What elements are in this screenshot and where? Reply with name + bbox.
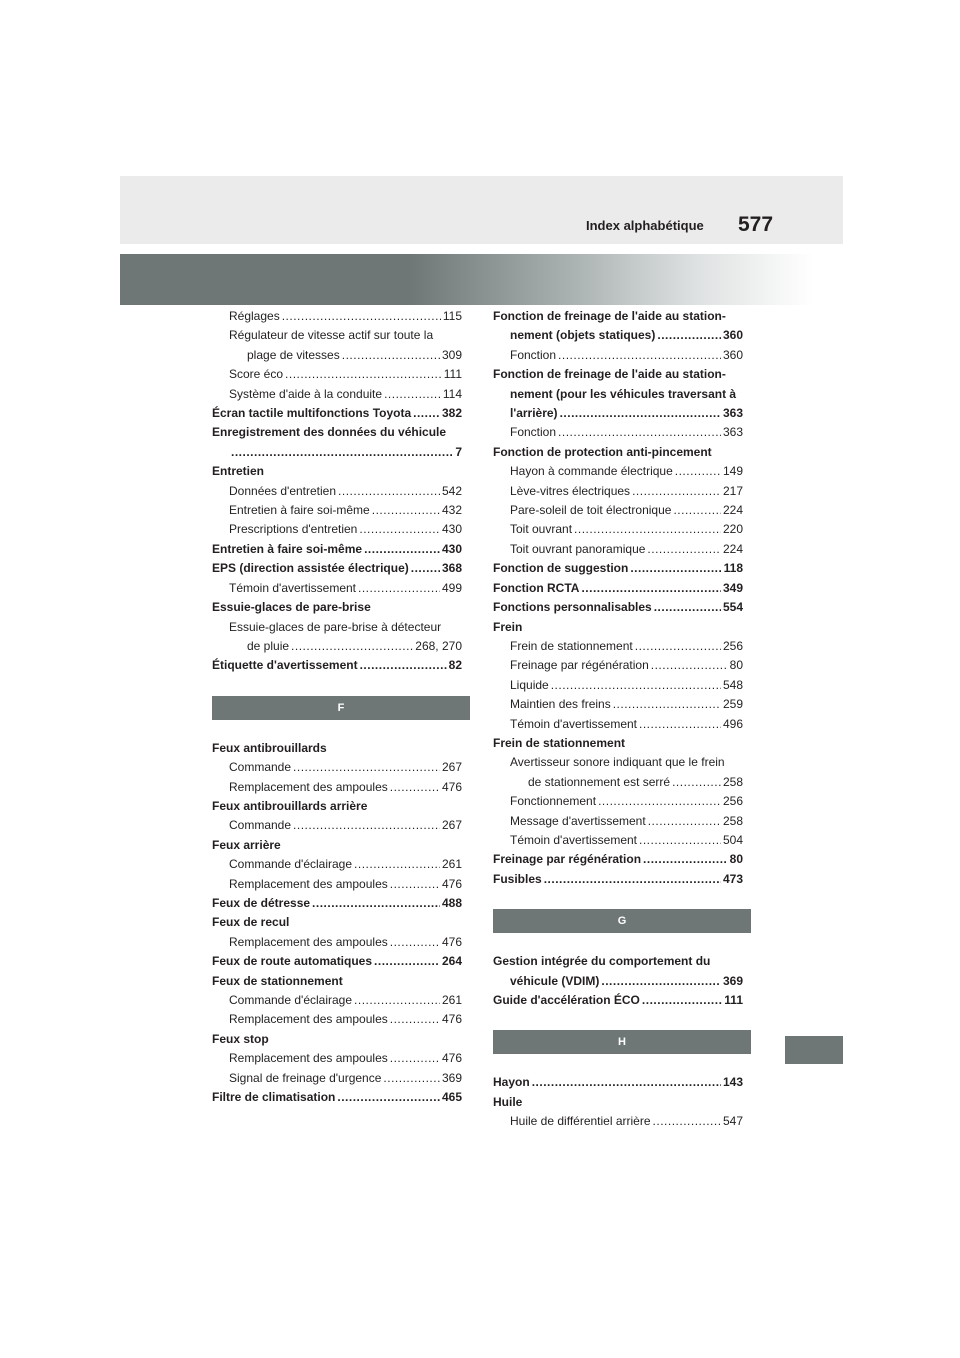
index-entry-text: Feux de détresse	[212, 895, 311, 910]
letter-section-header: G	[493, 909, 751, 933]
index-entry-text: Fonction de protection anti-pincement	[493, 444, 712, 459]
dot-leader	[231, 443, 453, 462]
index-entry-text: Gestion intégrée du comportement du	[493, 954, 711, 969]
index-entry	[212, 913, 462, 932]
index-page-ref: 476	[441, 1012, 462, 1027]
index-page-ref: 80	[729, 658, 743, 673]
dot-leader	[359, 520, 440, 539]
index-column-right	[493, 307, 743, 1132]
index-subentry	[212, 385, 462, 404]
dot-leader	[642, 991, 722, 1010]
index-page-ref: 261	[441, 993, 462, 1007]
index-entry	[212, 462, 462, 481]
index-entry	[212, 836, 462, 855]
index-entry	[493, 850, 743, 869]
index-page-ref: 115	[442, 309, 462, 323]
index-entry-text: Hayon	[493, 1075, 530, 1090]
index-entry-text: plage de vitesses	[247, 347, 340, 362]
index-entry-text: Étiquette d'avertissement	[212, 658, 358, 673]
index-subentry	[212, 618, 462, 637]
index-page-ref: 82	[448, 658, 462, 673]
header-band	[120, 176, 843, 244]
index-page-ref: 360	[722, 328, 743, 343]
index-entry-text: Remplacement des ampoules	[229, 934, 388, 949]
index-entry	[493, 404, 743, 423]
index-entry-text: Feux arrière	[212, 837, 281, 852]
index-entry-text: Freinage par régénération	[510, 658, 649, 673]
index-subentry	[493, 812, 743, 831]
index-page-ref: 542	[441, 483, 462, 498]
index-subentry	[212, 991, 462, 1010]
index-entry	[212, 1030, 462, 1049]
index-subentry	[212, 365, 462, 384]
index-entry-text: de pluie	[247, 638, 290, 653]
index-entry-text: Avertisseur sonore indiquant que le frein	[510, 755, 725, 770]
index-entry-text: Témoin d'avertissement	[510, 716, 638, 731]
index-entry	[212, 952, 462, 971]
index-page-ref: 547	[722, 1114, 743, 1129]
index-page-ref: 504	[722, 832, 743, 847]
index-subentry	[212, 758, 462, 777]
dot-leader	[337, 1088, 440, 1107]
index-entry-text: Entretien à faire soi-même	[229, 503, 370, 518]
index-page-ref: 217	[722, 483, 743, 498]
index-entry-text: Feux de route automatiques	[212, 954, 373, 969]
index-page-ref: 496	[722, 716, 743, 731]
index-entry	[493, 972, 743, 991]
index-entry-text: Fonctionnement	[510, 794, 597, 809]
index-subentry	[493, 773, 743, 792]
index-subentry	[212, 637, 462, 656]
index-entry	[493, 579, 743, 598]
index-page-ref: 473	[722, 871, 743, 886]
dot-leader	[293, 816, 440, 835]
section-title: Index alphabétique	[586, 218, 704, 233]
index-page-ref: 430	[441, 541, 462, 556]
index-entry-text: Fonctions personnalisables	[493, 600, 652, 615]
index-subentry	[493, 676, 743, 695]
index-entry	[212, 656, 462, 675]
index-entry	[212, 598, 462, 617]
index-page-ref: 554	[722, 600, 743, 615]
index-page-ref: 261	[441, 857, 462, 872]
index-page-ref: 224	[722, 503, 743, 518]
dot-leader	[390, 778, 440, 797]
index-subentry	[212, 816, 462, 835]
index-entry-text: Essuie-glaces de pare-brise	[212, 600, 371, 615]
dot-leader	[338, 482, 440, 501]
index-subentry	[212, 1069, 462, 1088]
dot-leader	[293, 758, 440, 777]
index-entry	[493, 991, 743, 1010]
index-page-ref: 382	[441, 406, 462, 421]
index-entry-text: Pare-soleil de toit électronique	[510, 503, 672, 518]
dot-leader	[574, 520, 721, 539]
index-page-ref: 360	[722, 347, 743, 362]
index-subentry	[212, 326, 462, 345]
index-entry	[493, 326, 743, 345]
dot-leader	[413, 404, 440, 423]
dot-leader	[558, 346, 721, 365]
index-entry-text: Commande d'éclairage	[229, 857, 353, 872]
header-gradient-bar	[120, 254, 843, 305]
dot-leader	[654, 598, 721, 617]
index-entry-text: Frein de stationnement	[510, 638, 633, 653]
index-page-ref: 267	[441, 760, 462, 775]
index-entry-text: Filtre de climatisation	[212, 1090, 336, 1105]
index-entry-text: Maintien des freins	[510, 697, 611, 712]
index-entry-text: Système d'aide à la conduite	[229, 386, 383, 401]
index-entry-text: nement (pour les véhicules traversant à	[510, 386, 737, 401]
index-entry-text: l'arrière)	[510, 406, 558, 421]
index-page-ref: 476	[441, 934, 462, 949]
dot-leader	[532, 1073, 721, 1092]
index-entry-text: Huile	[493, 1094, 523, 1109]
dot-leader	[374, 952, 440, 971]
index-entry	[212, 739, 462, 758]
index-entry-text: Frein de stationnement	[493, 735, 626, 750]
dot-leader	[558, 423, 721, 442]
index-entry-text: Signal de freinage d'urgence	[229, 1070, 382, 1085]
index-entry	[493, 1093, 743, 1112]
index-page-ref: 488	[441, 895, 462, 910]
dot-leader	[630, 559, 721, 578]
index-entry	[212, 972, 462, 991]
index-entry-text: Liquide	[510, 677, 549, 692]
dot-leader	[291, 637, 413, 656]
dot-leader	[551, 676, 721, 695]
index-entry-text: Feux de stationnement	[212, 973, 343, 988]
index-page-ref: 149	[722, 464, 743, 479]
index-entry-text: Fonction de freinage de l'aide au station-	[493, 367, 726, 382]
index-page-ref: 111	[724, 993, 743, 1007]
index-entry	[493, 443, 743, 462]
index-page-ref: 368	[441, 561, 462, 576]
index-entry-text: Message d'avertissement	[510, 813, 646, 828]
index-entry-text: Fonction de freinage de l'aide au station-	[493, 309, 726, 323]
index-subentry	[493, 792, 743, 811]
index-subentry	[212, 933, 462, 952]
index-entry	[493, 598, 743, 617]
index-page-ref: 476	[441, 1051, 462, 1066]
index-entry	[212, 559, 462, 578]
index-page-ref: 499	[441, 580, 462, 595]
dot-leader	[364, 540, 440, 559]
index-page-ref: 349	[722, 580, 743, 595]
index-subentry	[212, 875, 462, 894]
index-entry	[212, 894, 462, 913]
index-page-ref: 143	[722, 1075, 743, 1090]
index-entry	[212, 797, 462, 816]
index-entry	[493, 307, 743, 326]
thumb-index-tab	[785, 1036, 843, 1064]
index-page-ref: 224	[722, 541, 743, 556]
index-subentry	[493, 540, 743, 559]
index-subentry	[493, 1112, 743, 1131]
dot-leader	[358, 579, 440, 598]
index-entry-text: Hayon à commande électrique	[510, 464, 673, 479]
index-entry-text: EPS (direction assistée électrique)	[212, 561, 409, 576]
index-subentry	[493, 656, 743, 675]
index-page-ref: 111	[443, 367, 462, 382]
index-page-ref: 476	[441, 779, 462, 794]
index-page-ref: 363	[722, 406, 743, 421]
index-page-ref: 465	[441, 1090, 462, 1105]
dot-leader	[544, 870, 721, 889]
index-page-ref: 259	[722, 697, 743, 712]
index-entry	[212, 423, 462, 442]
index-column-left	[212, 307, 462, 1107]
index-page-ref: 118	[723, 561, 743, 576]
index-subentry	[212, 501, 462, 520]
index-subentry	[212, 482, 462, 501]
dot-leader	[383, 1069, 440, 1088]
index-subentry	[493, 462, 743, 481]
index-entry	[493, 618, 743, 637]
index-subentry	[212, 579, 462, 598]
index-entry-text: Commande	[229, 760, 292, 775]
index-page-ref: 369	[722, 973, 743, 988]
dot-leader	[643, 850, 728, 869]
index-entry	[493, 365, 743, 384]
index-page-ref: 430	[441, 522, 462, 537]
dot-leader	[657, 326, 721, 345]
index-subentry	[212, 307, 462, 326]
index-subentry	[212, 1049, 462, 1068]
index-page-ref: 369	[441, 1070, 462, 1085]
index-subentry	[493, 520, 743, 539]
dot-leader	[581, 579, 721, 598]
dot-leader	[384, 385, 441, 404]
index-subentry	[493, 423, 743, 442]
dot-leader	[390, 875, 440, 894]
index-page-ref: 432	[441, 503, 462, 518]
dot-leader	[639, 715, 721, 734]
index-entry-text: Feux antibrouillards	[212, 740, 327, 755]
index-entry	[493, 559, 743, 578]
dot-leader	[390, 1010, 440, 1029]
index-entry-text: Guide d'accélération ÉCO	[493, 993, 640, 1007]
index-entry-text: Écran tactile multifonctions Toyota	[212, 406, 412, 421]
index-entry	[212, 404, 462, 423]
index-entry-text: Remplacement des ampoules	[229, 876, 388, 891]
index-entry-text: Feux de recul	[212, 915, 290, 930]
index-entry-text: Fonction	[510, 425, 557, 440]
index-entry	[493, 385, 743, 404]
index-entry-text: Remplacement des ampoules	[229, 1051, 388, 1066]
index-entry-text: Enregistrement des données du véhicule	[212, 425, 447, 440]
dot-leader	[635, 637, 721, 656]
dot-leader	[648, 812, 721, 831]
index-entry-text: Commande d'éclairage	[229, 993, 353, 1007]
index-subentry	[493, 715, 743, 734]
index-entry-text: Frein	[493, 619, 523, 634]
index-entry-text: Huile de différentiel arrière	[510, 1114, 651, 1129]
index-entry-text: Essuie-glaces de pare-brise à détecteur	[229, 619, 442, 634]
dot-leader	[632, 482, 721, 501]
index-subentry	[493, 346, 743, 365]
index-subentry	[212, 346, 462, 365]
dot-leader	[639, 831, 721, 850]
dot-leader	[673, 501, 721, 520]
index-entry-text: Entretien	[212, 464, 265, 479]
index-entry-text: Toit ouvrant	[510, 522, 573, 537]
index-entry-text: Feux stop	[212, 1031, 269, 1046]
letter-section-header: F	[212, 696, 470, 720]
dot-leader	[342, 346, 440, 365]
index-entry-text: Score éco	[229, 367, 284, 382]
index-entry-text: Freinage par régénération	[493, 852, 642, 867]
dot-leader	[390, 933, 440, 952]
index-subentry	[212, 778, 462, 797]
index-entry	[493, 734, 743, 753]
index-entry-text: Remplacement des ampoules	[229, 779, 388, 794]
index-entry-text: Fusibles	[493, 871, 542, 886]
index-subentry	[212, 1010, 462, 1029]
dot-leader	[598, 792, 721, 811]
letter-section-header: H	[493, 1030, 751, 1054]
dot-leader	[372, 501, 440, 520]
dot-leader	[672, 773, 721, 792]
dot-leader	[647, 540, 721, 559]
dot-leader	[354, 991, 440, 1010]
index-entry-text: Régulateur de vitesse actif sur toute la	[229, 328, 434, 343]
index-subentry	[493, 637, 743, 656]
dot-leader	[390, 1049, 440, 1068]
dot-leader	[601, 972, 721, 991]
index-page-ref: 220	[722, 522, 743, 537]
index-page-ref: 258	[722, 774, 743, 789]
dot-leader	[312, 894, 440, 913]
dot-leader	[354, 855, 440, 874]
index-entry-text: Commande	[229, 818, 292, 833]
index-page-ref: 548	[722, 677, 743, 692]
index-entry	[212, 540, 462, 559]
index-subentry	[493, 501, 743, 520]
index-entry-text: Feux antibrouillards arrière	[212, 798, 368, 813]
index-entry-text: Réglages	[229, 309, 280, 323]
index-page-ref: 264	[441, 954, 462, 969]
index-entry	[212, 1088, 462, 1107]
index-page-ref: 256	[722, 638, 743, 653]
index-page-ref: 268, 270	[415, 638, 462, 653]
index-entry-text: Toit ouvrant panoramique	[510, 541, 646, 556]
index-entry-text: Fonction de suggestion	[493, 561, 629, 576]
index-entry-text: Fonction RCTA	[493, 580, 580, 595]
index-entry-text: Témoin d'avertissement	[510, 832, 638, 847]
dot-leader	[675, 462, 721, 481]
index-entry-text: nement (objets statiques)	[510, 328, 656, 343]
dot-leader	[285, 365, 442, 384]
index-page-ref: 267	[441, 818, 462, 833]
index-page-ref: 258	[722, 813, 743, 828]
index-page-ref: 309	[441, 347, 462, 362]
index-page-ref: 114	[442, 386, 462, 401]
index-entry	[493, 1073, 743, 1092]
index-subentry	[493, 695, 743, 714]
index-entry-text: Remplacement des ampoules	[229, 1012, 388, 1027]
index-subentry	[493, 482, 743, 501]
index-subentry	[212, 520, 462, 539]
index-subentry	[493, 831, 743, 850]
index-entry-text: Entretien à faire soi-même	[212, 541, 363, 556]
index-entry-text: Témoin d'avertissement	[229, 580, 357, 595]
page-number: 577	[738, 213, 774, 236]
index-page-ref: 7	[455, 444, 462, 459]
dot-leader	[411, 559, 440, 578]
index-entry-text: Prescriptions d'entretien	[229, 522, 358, 537]
index-entry-text: Lève-vitres électriques	[510, 483, 631, 498]
index-entry-text: de stationnement est serré	[528, 774, 671, 789]
dot-leader	[360, 656, 447, 675]
index-page-ref: 80	[729, 852, 743, 867]
index-page-ref: 363	[722, 425, 743, 440]
index-page-ref: 476	[441, 876, 462, 891]
index-entry	[493, 870, 743, 889]
dot-leader	[560, 404, 721, 423]
dot-leader	[653, 1112, 721, 1131]
dot-leader	[651, 656, 728, 675]
index-page-ref: 256	[722, 794, 743, 809]
index-entry-text: Données d'entretien	[229, 483, 337, 498]
index-entry	[493, 952, 743, 971]
index-subentry	[493, 753, 743, 772]
dot-leader	[613, 695, 721, 714]
index-entry-text: véhicule (VDIM)	[510, 973, 600, 988]
index-entry-text: Fonction	[510, 347, 557, 362]
index-entry	[212, 443, 462, 462]
dot-leader	[282, 307, 441, 326]
index-subentry	[212, 855, 462, 874]
